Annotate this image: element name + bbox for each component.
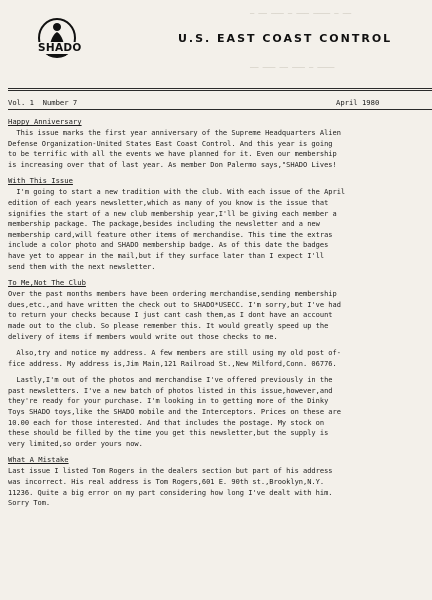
text-line: Last issue I listed Tom Rogers in the dealers section but part of his address	[8, 467, 333, 476]
text-line: made out to the club. So please remember this. It would greatly speed up the	[8, 321, 329, 330]
text-line: Over the past months members have been ordering merchandise,sending membership	[8, 290, 337, 299]
issue-date: April 1980	[336, 98, 380, 107]
text-line: 10.00 each for those interested. And that includes the postage. My stock on	[8, 418, 325, 427]
text-line: This issue marks the first year anniversary of the Supreme Headquarters Alien	[8, 129, 341, 137]
text-line: to be terrific with all the events we have planned for it. Even our membership	[8, 150, 337, 159]
section-heading: What A Mistake	[8, 455, 69, 465]
text-line: they're ready for your purchase. I'm looking in to getting more of the Dinky	[8, 397, 329, 406]
paragraph	[8, 348, 428, 369]
logo-text: SHADO	[38, 42, 82, 54]
text-line: past newsletters. I've a new batch of photos listed in this issue,however,and	[8, 386, 333, 395]
text-line: fice address. My address is,Jim Main,121 Railroad St.,New Milford,Conn. 06776.	[8, 359, 337, 368]
paragraph	[8, 187, 428, 272]
section-what-a-mistake	[8, 455, 428, 508]
paragraph	[8, 375, 428, 449]
section-with-this-issue	[8, 176, 428, 272]
text-line: delivery of items if members would write out those checks to me.	[8, 332, 278, 341]
text-line: dues,etc.,and have written the check out to SHADO*USECC. I'm sorry,but I've had	[8, 300, 341, 309]
text-line: was incorrect. His real address is Tom Rogers,601 E. 90th st.,Brooklyn,N.Y.	[8, 478, 325, 487]
text-line: to return your checks because I just cant cash them,as I dont have an account	[8, 311, 333, 320]
text-line: Also,try and notice my address. A few members are still using my old post of-	[8, 349, 341, 358]
newsletter-body	[8, 117, 428, 515]
section-to-me-not-the-club	[8, 278, 428, 449]
section-happy-anniversary	[8, 117, 428, 170]
section-heading: With This Issue	[8, 176, 73, 186]
bleed-through-mark: ─ ── ─── ─ ─── ──── ─ ──	[250, 10, 352, 18]
text-line: edition of each years newsletter,which as many of you know is the issue that	[8, 198, 329, 207]
text-line: very limited,so order yours now.	[8, 439, 143, 448]
text-line: Sorry Tom.	[8, 499, 51, 508]
text-line: have yet to appear in the mail,but if they surface later than I expect I'll	[8, 251, 325, 260]
text-line: send them with the next newsletter.	[8, 262, 156, 271]
issue-number: Vol. 1 Number 7	[8, 98, 78, 107]
text-line: I'm going to start a new tradition with the club. With each issue of the April	[8, 188, 346, 197]
section-heading: Happy Anniversary	[8, 117, 82, 126]
header-rule	[8, 88, 432, 89]
org-title: U.S. EAST COAST CONTROL	[178, 32, 393, 45]
text-line: 11236. Quite a big error on my part considering how long I've dealt with him.	[8, 488, 333, 497]
paragraph	[8, 128, 428, 170]
text-line: membership package. The package,besides including the newsletter and a new	[8, 220, 320, 229]
section-heading: To Me,Not The Club	[8, 278, 86, 288]
text-line: include a color photo and SHADO membership badge. As of this date the badges	[8, 241, 329, 250]
paragraph	[8, 289, 428, 342]
text-line: these should be filled by the time you get this newsletter,but the supply is	[8, 429, 329, 438]
text-line: is increasing over that of last year. As member Don Palermo says,"SHADO Lives!	[8, 160, 337, 169]
header-rule	[8, 90, 432, 91]
text-line: signifies the start of a new club membership year,I'll be giving each member a	[8, 209, 337, 218]
text-line: Defense Organization-United States East Coast Control. And this year is going	[8, 139, 333, 148]
text-line: membership card,will feature other items of merchandise. This time the extras	[8, 230, 333, 239]
issue-rule	[8, 109, 432, 110]
bleed-through-mark: ── ─── ── ─── ─ ────	[250, 64, 335, 72]
text-line: Toys SHADO toys,like the SHADO mobile and the Interceptors. Prices on these are	[8, 408, 341, 417]
text-line: Lastly,I'm out of the photos and merchandise I've offered previously in the	[8, 376, 333, 385]
paragraph	[8, 466, 428, 508]
